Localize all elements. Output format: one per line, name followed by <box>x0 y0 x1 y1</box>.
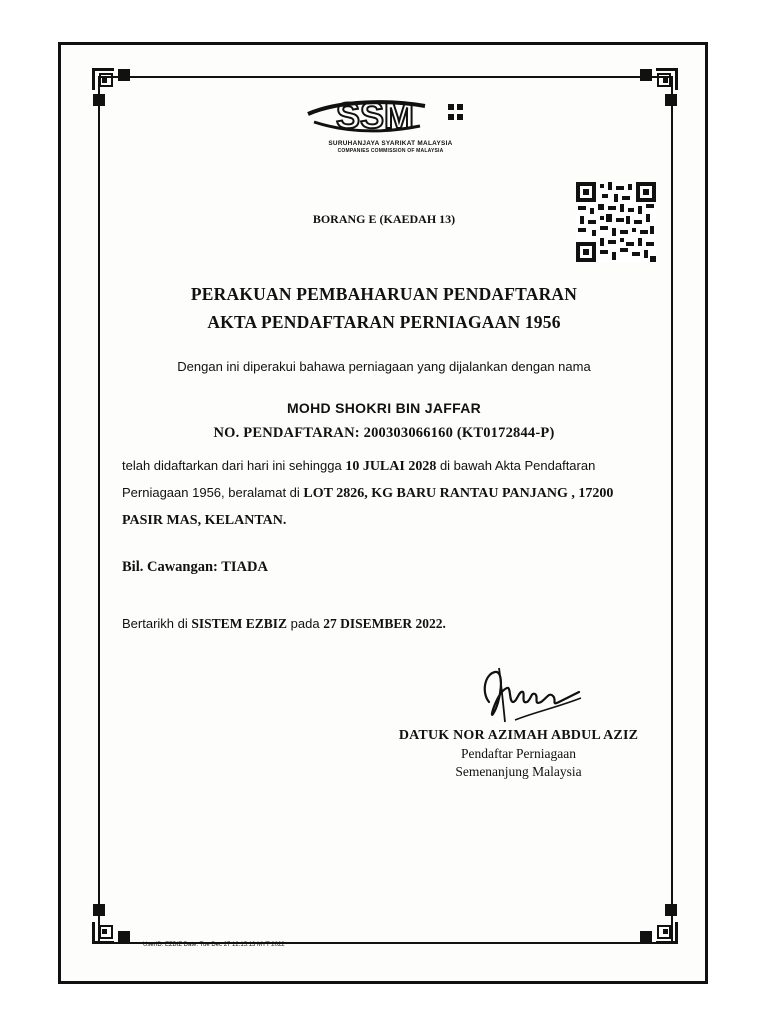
expiry-date: 10 JULAI 2028 <box>345 459 437 474</box>
signatory-name: DATUK NOR AZIMAH ABDUL AZIZ <box>398 728 639 743</box>
body-text: di bawah Akta Pendaftaran <box>436 458 596 473</box>
intro-text: Dengan ini diperakui bahawa perniagaan yang dijalankan dengan nama <box>177 359 591 374</box>
logo-text: SSM <box>336 95 415 136</box>
body-line-1 <box>122 458 595 475</box>
signatory-role: Pendaftar Perniagaan <box>460 746 577 761</box>
issue-date-line <box>122 616 446 632</box>
business-owner-name: MOHD SHOKRI BIN JAFFAR <box>286 400 482 416</box>
logo-subtitle-english: COMPANIES COMMISSION OF MALAYSIA <box>337 148 444 154</box>
issue-prefix: Bertarikh di <box>122 616 192 631</box>
issue-middle: pada <box>287 616 324 631</box>
corner-ornament-bottom-right <box>630 896 682 948</box>
signature <box>475 662 585 727</box>
corner-ornament-top-right <box>630 64 682 116</box>
certificate-title-line1: PERAKUAN PEMBAHARUAN PENDAFTARAN <box>190 284 578 304</box>
form-reference: BORANG E (KAEDAH 13) <box>312 212 456 226</box>
footer-meta: UserID: EZBIZ Date: Tue Dec 27 12:15:13 MYT 2022 <box>143 942 285 948</box>
branch-count: Bil. Cawangan: TIADA <box>122 559 268 575</box>
business-address-cont: PASIR MAS, KELANTAN. <box>122 513 287 528</box>
logo-subtitle-malay: SURUHANJAYA SYARIKAT MALAYSIA <box>328 140 453 147</box>
corner-ornament-bottom-left <box>88 896 140 948</box>
certificate-title-line2: AKTA PENDAFTARAN PERNIAGAAN 1956 <box>207 312 561 332</box>
registration-number: NO. PENDAFTARAN: 200303066160 (KT0172844-P) <box>213 425 555 441</box>
business-address: LOT 2826, KG BARU RANTAU PANJANG , 17200 <box>303 486 614 501</box>
body-text: Perniagaan 1956, beralamat di <box>122 485 304 500</box>
corner-ornament-top-left <box>88 64 140 116</box>
body-line-3 <box>122 512 286 529</box>
body-line-2 <box>122 485 613 502</box>
issue-date: 27 DISEMBER 2022. <box>323 616 446 631</box>
issue-system: SISTEM EZBIZ <box>191 616 288 631</box>
body-text: telah didaftarkan dari hari ini sehingga <box>122 458 346 473</box>
signatory-region: Semenanjung Malaysia <box>455 764 582 779</box>
